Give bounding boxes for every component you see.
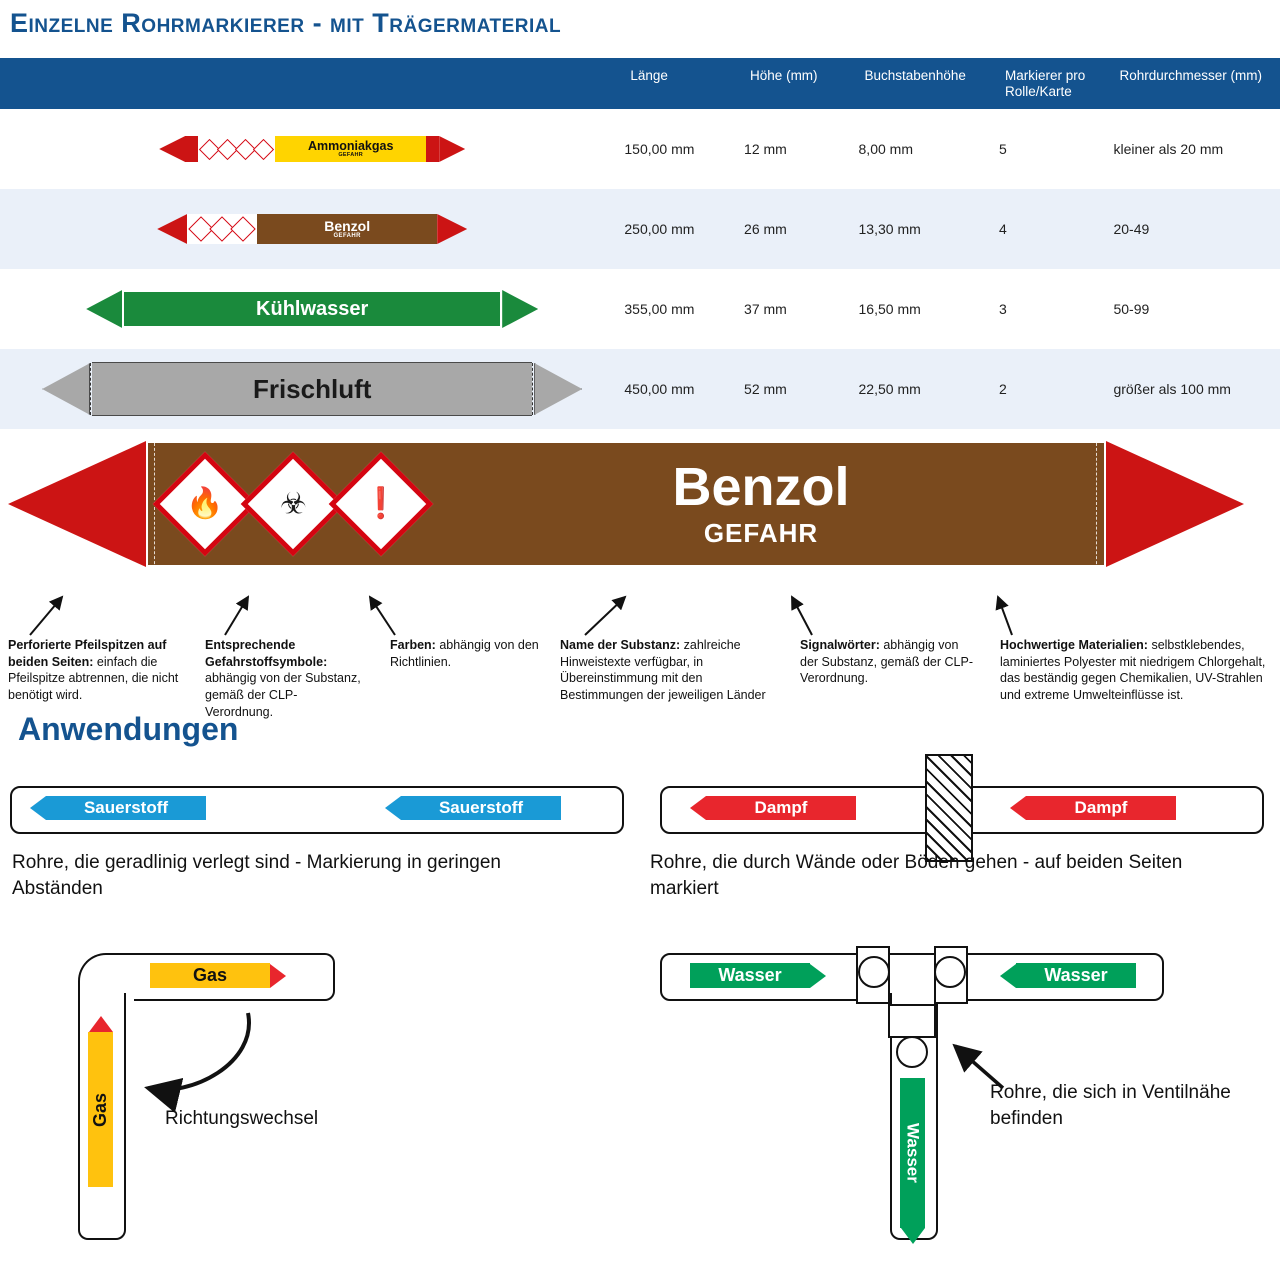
callout-perforated-arrows	[8, 637, 183, 704]
callout-signal-words	[800, 637, 975, 687]
detail-substance-name: Benzol	[672, 456, 850, 517]
col-header-markierer: Markierer pro Rolle/Karte	[999, 58, 1113, 109]
callout-text: einfach die Pfeilspitze abtrennen, die nicht benötigt wird.	[8, 654, 179, 702]
application-caption: Rohre, die durch Wände oder Böden gehen - auf beiden Seiten markiert	[650, 852, 1183, 899]
callout-text: abhängig von den Richtlinien.	[390, 638, 539, 669]
callout-title: Entsprechende Gefahrstoffsymbole:	[205, 638, 328, 669]
arrow-left-icon	[86, 290, 122, 328]
application-caption: Richtungswechsel	[165, 1108, 319, 1130]
health-hazard-icon: ☣	[241, 452, 346, 557]
cell-hoehe: 26 mm	[744, 221, 787, 238]
wall-graphic	[925, 754, 973, 862]
arrow-left-icon	[159, 136, 185, 162]
marker-name: Ammoniakgas	[307, 139, 394, 154]
arrow-right-icon	[1106, 441, 1244, 567]
marker-label: Wasser	[900, 1078, 925, 1228]
applications-section	[0, 748, 1280, 1268]
table-header-row	[0, 58, 1280, 109]
callout-text: abhängig von der Substanz, gemäß der CLP-Verordnung.	[800, 638, 973, 686]
arrow-left-icon	[385, 796, 401, 820]
cell-durchmesser: größer als 100 mm	[1113, 381, 1231, 398]
pictogram-group	[187, 214, 257, 244]
callout-text: abhängig von der Substanz, gemäß der CLP-Verordnung.	[205, 671, 361, 719]
callout-text: selbstklebendes, laminiertes Polyester mit niedrigem Chlorgehalt, das beständig gegen Chemikalien, UV-Strahlen und extreme Umwelteinflüsse ist.	[1000, 638, 1266, 702]
cell-hoehe: 37 mm	[744, 301, 787, 318]
pictogram-group	[148, 467, 418, 541]
callout-group	[0, 585, 1280, 719]
applications-heading: Anwendungen	[18, 711, 239, 748]
callout-title: Farben:	[390, 638, 436, 653]
callout-pictograms	[205, 637, 365, 720]
valve-wheel-icon	[934, 956, 966, 988]
arrow-right-icon	[270, 964, 286, 988]
arrow-left-icon	[8, 441, 146, 567]
cell-buchstabenhoehe: 16,50 mm	[858, 301, 921, 318]
arrow-down-icon	[901, 1228, 925, 1244]
callout-materials	[1000, 637, 1272, 704]
marker-label: Wasser	[690, 963, 810, 988]
callout-title: Perforierte Pfeilspitzen auf beiden Seiten:	[8, 638, 167, 669]
cell-laenge: 250,00 mm	[624, 221, 695, 238]
table-row	[0, 109, 1280, 189]
pictogram-group	[198, 136, 275, 162]
table-row	[0, 189, 1280, 269]
cell-buchstabenhoehe: 8,00 mm	[858, 141, 913, 158]
marker-label: Gas	[88, 1032, 113, 1187]
direction-change-arrow	[130, 1003, 260, 1113]
arrow-left-icon	[1010, 796, 1026, 820]
marker-label: Dampf	[1026, 796, 1176, 820]
col-header-durchmesser: Rohrdurchmesser (mm)	[1113, 58, 1280, 109]
callout-colors	[390, 637, 550, 670]
arrow-left-icon	[1000, 964, 1016, 988]
marker-signal-word: GEFAHR	[338, 151, 364, 158]
col-header-hoehe: Höhe (mm)	[744, 58, 858, 109]
cell-hoehe: 12 mm	[744, 141, 787, 158]
arrow-left-icon	[157, 214, 187, 244]
cell-durchmesser: 20-49	[1113, 221, 1150, 238]
page-title: Einzelne Rohrmarkierer - mit Trägermaterial	[10, 8, 562, 38]
detail-signal-word: GEFAHR	[703, 517, 819, 548]
marker-sample-ammoniakgas	[0, 109, 624, 189]
arrow-right-icon	[534, 363, 582, 415]
table-row	[0, 349, 1280, 429]
marker-label: Gas	[150, 963, 270, 988]
marker-tag	[150, 963, 286, 988]
marker-label: Dampf	[706, 796, 856, 820]
col-header-buchstabenhoehe: Buchstabenhöhe	[859, 58, 999, 109]
valve-wheel-icon	[858, 956, 890, 988]
col-header-laenge: Länge	[624, 58, 744, 109]
exclamation-icon	[230, 216, 255, 241]
gas-cylinder-icon	[253, 138, 274, 159]
marker-tag	[385, 796, 561, 820]
detail-marker	[0, 435, 1280, 585]
callout-text: zahlreiche Hinweistexte verfügbar, in Übereinstimmung mit den Bestimmungen der jeweiligen Länder	[560, 638, 766, 702]
cell-markierer: 4	[999, 221, 1007, 238]
arrow-left-icon	[30, 796, 46, 820]
cell-hoehe: 52 mm	[744, 381, 787, 398]
marker-label: Wasser	[1016, 963, 1136, 988]
callout-substance-name	[560, 637, 775, 704]
flame-icon: 🔥	[153, 452, 258, 557]
page-header	[0, 0, 1280, 58]
cell-markierer: 5	[999, 141, 1007, 158]
cell-markierer: 3	[999, 301, 1007, 318]
valve-body	[888, 1004, 936, 1038]
cell-durchmesser: 50-99	[1113, 301, 1150, 318]
marker-label: Sauerstoff	[401, 796, 561, 820]
valve-wheel-icon	[896, 1036, 928, 1068]
cell-buchstabenhoehe: 22,50 mm	[858, 381, 921, 398]
marker-tag	[690, 963, 826, 988]
marker-signal-word: GEFAHR	[333, 233, 361, 240]
callout-title: Name der Substanz:	[560, 638, 681, 653]
marker-label: Sauerstoff	[46, 796, 206, 820]
arrow-right-icon	[502, 290, 538, 328]
marker-sample-benzol	[0, 189, 624, 269]
exclamation-icon: ❗	[329, 452, 434, 557]
cell-buchstabenhoehe: 13,30 mm	[858, 221, 921, 238]
cell-durchmesser: kleiner als 20 mm	[1113, 141, 1224, 158]
callout-title: Hochwertige Materialien:	[1000, 638, 1148, 653]
marker-name: Frischluft	[252, 373, 372, 404]
cell-laenge: 150,00 mm	[624, 141, 695, 158]
marker-tag	[1010, 796, 1176, 820]
arrow-left-icon	[690, 796, 706, 820]
arrow-right-icon	[439, 136, 465, 162]
application-caption: Rohre, die sich in Ventilnähe befinden	[990, 1082, 1231, 1129]
marker-tag	[1000, 963, 1136, 988]
cell-laenge: 355,00 mm	[624, 301, 695, 318]
arrow-left-icon	[42, 363, 90, 415]
arrow-right-icon	[810, 964, 826, 988]
application-caption: Rohre, die geradlinig verlegt sind - Markierung in geringen Abständen	[12, 852, 501, 899]
table-row	[0, 269, 1280, 349]
marker-tag	[30, 796, 206, 820]
arrow-right-icon	[437, 214, 467, 244]
cell-laenge: 450,00 mm	[624, 381, 695, 398]
marker-tag-vertical	[900, 1078, 925, 1244]
marker-tag-vertical	[88, 1016, 113, 1187]
marker-sample-kuehlwasser	[0, 269, 624, 349]
marker-tag	[690, 796, 856, 820]
arrow-up-icon	[89, 1016, 113, 1032]
marker-name: Kühlwasser	[256, 297, 369, 320]
col-header-sample	[0, 58, 624, 109]
callout-title: Signalwörter:	[800, 638, 880, 653]
spec-table	[0, 58, 1280, 429]
marker-name: Benzol	[324, 217, 371, 234]
marker-sample-frischluft	[0, 349, 624, 429]
cell-markierer: 2	[999, 381, 1007, 398]
